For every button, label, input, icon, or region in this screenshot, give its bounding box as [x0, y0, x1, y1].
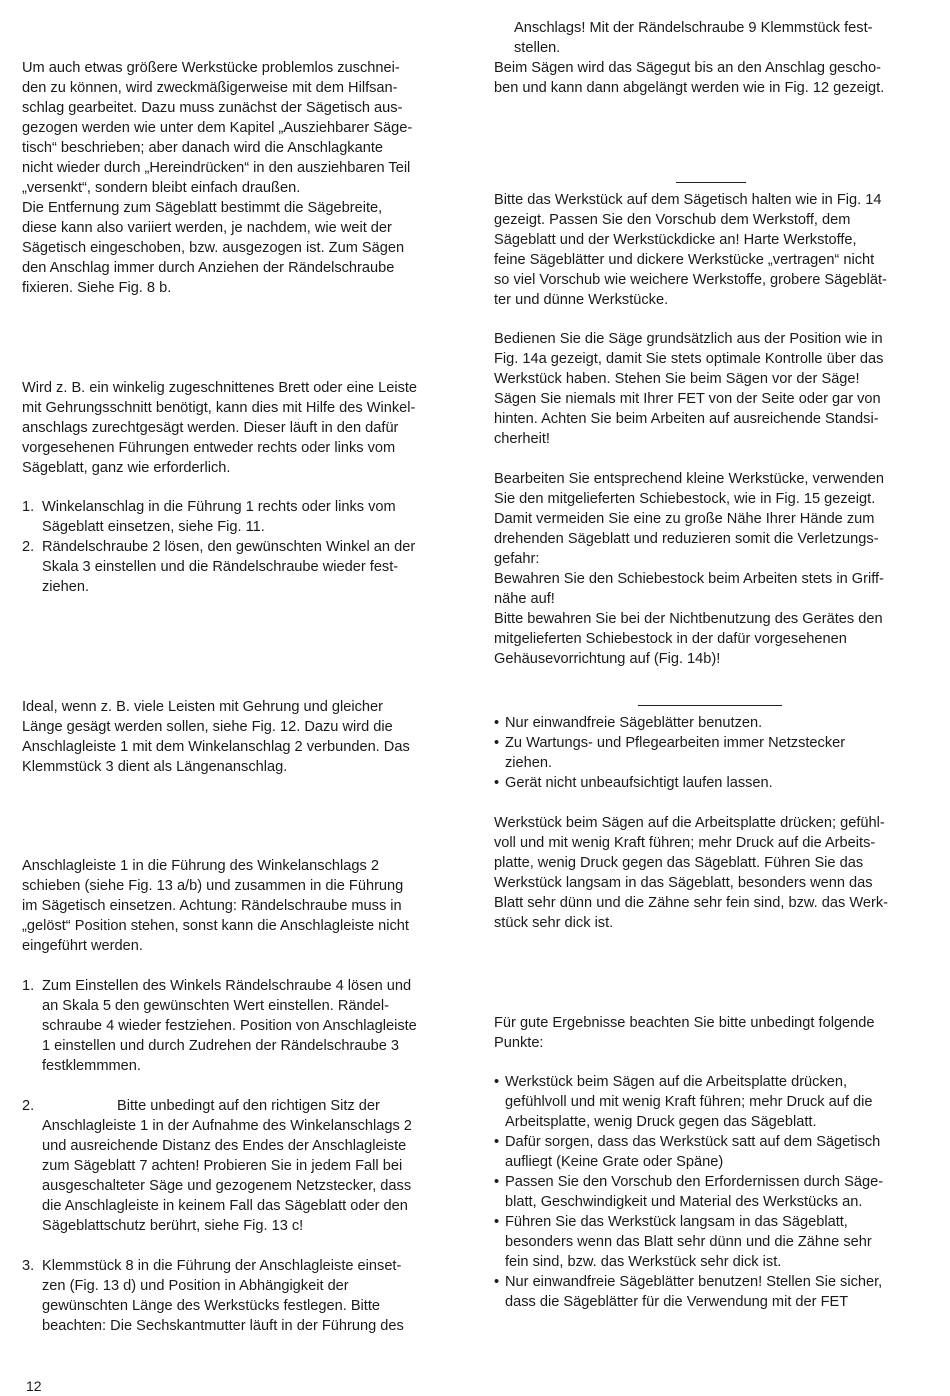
text-line: mitgelieferten Schiebestock in der dafür vorgesehenen [494, 631, 847, 647]
text-line: gefahr: [494, 551, 540, 567]
text-line: gezogen werden wie unter dem Kapitel „Ausziehbarer Säge- [22, 120, 413, 136]
text-line: Um auch etwas größere Werkstücke problemlos zuschnei- [22, 60, 400, 76]
divider-short [676, 182, 746, 183]
list-angle-fence-steps [22, 497, 462, 597]
list-number: 2. [22, 539, 35, 555]
text-line: 1 einstellen und durch Zudrehen der Rändelschraube 3 [42, 1038, 399, 1054]
text-line: ausgeschalteter Säge und gezogenem Netzstecker, dass [42, 1178, 412, 1194]
bullet-icon: • [494, 1214, 500, 1230]
text-line: gefühlvoll und mit wenig Kraft führen; mehr Druck auf die [505, 1094, 873, 1110]
text-line: ter und dünne Werkstücke. [494, 292, 669, 308]
text-line: zum Sägeblatt 7 achten! Probieren Sie in jedem Fall bei [42, 1158, 403, 1174]
paragraph-continued [494, 18, 930, 58]
list-item [22, 497, 462, 537]
list-number: 1. [22, 978, 35, 994]
text-line: gezeigt. Passen Sie den Vorschub dem Werkstoff, dem [494, 212, 851, 228]
text-line: schlag gearbeitet. Dazu muss zunächst der Sägetisch aus- [22, 100, 403, 116]
text-line: Winkelanschlag in die Führung 1 rechts oder links vom [42, 499, 396, 515]
text-line: mit Gehrungsschnitt benötigt, kann dies mit Hilfe des Winkel- [22, 400, 416, 416]
text-line: Werkstück beim Sägen auf die Arbeitsplatte drücken, [505, 1074, 848, 1090]
text-line: besonders wenn das Blatt sehr dünn und die Zähne sehr [505, 1234, 872, 1250]
text-line: eingeführt werden. [22, 938, 143, 954]
text-line: Ideal, wenn z. B. viele Leisten mit Gehrung und gleicher [22, 699, 383, 715]
bullet-item [494, 733, 930, 773]
text-line: cherheit! [494, 431, 550, 447]
text-line: ziehen. [505, 755, 553, 771]
text-line: und ausreichende Distanz des Endes der Anschlagleiste [42, 1138, 407, 1154]
text-line: Passen Sie den Vorschub den Erfordernissen durch Säge- [505, 1174, 884, 1190]
bullet-item [494, 1072, 930, 1132]
text-line: beachten: Die Sechskantmutter läuft in der Führung des [42, 1318, 404, 1334]
list-item [22, 1096, 462, 1236]
list-number: 2. [22, 1098, 35, 1114]
text-line: festklemmmen. [42, 1058, 141, 1074]
text-line: aufliegt (Keine Grate oder Späne) [505, 1154, 724, 1170]
list-item [22, 1256, 462, 1336]
list-item [22, 976, 462, 1076]
text-line: Sägeblatt, ganz wie erforderlich. [22, 460, 231, 476]
text-line: Nur einwandfreie Sägeblätter benutzen! Stellen Sie sicher, [505, 1274, 883, 1290]
text-line: Skala 3 einstellen und die Rändelschraube wieder fest- [42, 559, 399, 575]
text-line: Werkstück beim Sägen auf die Arbeitsplatte drücken; gefühl- [494, 815, 885, 831]
bullet-icon: • [494, 1174, 500, 1190]
text-line: vorgesehenen Führungen entweder rechts oder links vom [22, 440, 396, 456]
bullet-icon: • [494, 1074, 500, 1090]
text-line: Bearbeiten Sie entsprechend kleine Werkstücke, verwenden [494, 471, 884, 487]
text-line: stück sehr dick ist. [494, 915, 614, 931]
text-line: den Anschlag immer durch Anziehen der Rändelschraube [22, 260, 395, 276]
list-fence-bar-steps [22, 976, 462, 1336]
text-line: „gelöst“ Position stehen, sonst kann die Anschlagleiste nicht [22, 918, 409, 934]
text-line: gewünschten Länge des Werkstücks festlegen. Bitte [42, 1298, 381, 1314]
paragraph-cutting-to-length [494, 58, 930, 98]
text-line: Bitte das Werkstück auf dem Sägetisch halten wie in Fig. 14 [494, 192, 882, 208]
text-line: Gerät nicht unbeaufsichtigt laufen lassen. [505, 775, 773, 791]
text-line: Blatt sehr dünn und die Zähne sehr fein sind, bzw. das Werk- [494, 895, 888, 911]
text-line: Zum Einstellen des Winkels Rändelschraube 4 lösen und [42, 978, 412, 994]
text-line: Sie den mitgelieferten Schiebestock, wie in Fig. 15 gezeigt. [494, 491, 876, 507]
divider-long [638, 705, 782, 706]
text-line: nicht wieder durch „Hereindrücken“ in den ausziehbaren Teil [22, 160, 411, 176]
text-line: hinten. Achten Sie beim Arbeiten auf ausreichende Standsi- [494, 411, 879, 427]
text-line: Gehäusevorrichtung auf (Fig. 14b)! [494, 651, 721, 667]
bullet-item [494, 1272, 930, 1312]
text-line: Bewahren Sie den Schiebestock beim Arbeiten stets in Griff- [494, 571, 884, 587]
text-line: Damit vermeiden Sie eine zu große Nähe Ihrer Hände zum [494, 511, 875, 527]
text-line: Arbeitsplatte, wenig Druck gegen das Sägeblatt. [505, 1114, 817, 1130]
text-line: stellen. [514, 40, 561, 56]
text-line: die Anschlagleiste in keinem Fall das Sägeblatt oder den [42, 1198, 408, 1214]
bullet-item [494, 713, 930, 733]
list-good-results [494, 1072, 930, 1312]
text-line: den zu können, wird zweckmäßigerweise mit dem Hilfsan- [22, 80, 398, 96]
text-line: Die Entfernung zum Sägeblatt bestimmt die Sägebreite, [22, 200, 383, 216]
paragraph-good-results [494, 1013, 930, 1053]
text-line: Anschlagleiste 1 mit dem Winkelanschlag 2 verbunden. Das [22, 739, 410, 755]
bullet-icon: • [494, 715, 500, 731]
bullet-item [494, 1172, 930, 1212]
text-line: platte, wenig Druck gegen das Sägeblatt. Führen Sie das [494, 855, 864, 871]
text-line: Für gute Ergebnisse beachten Sie bitte unbedingt folgende [494, 1015, 875, 1031]
text-line: nähe auf! [494, 591, 555, 607]
text-line: diese kann also variiert werden, je nachdem, wie weit der [22, 220, 392, 236]
paragraph-hold-workpiece [494, 190, 930, 310]
text-line: fein sind, bzw. das Werkstück sehr dick ist. [505, 1254, 782, 1270]
text-line: Führen Sie das Werkstück langsam in das Sägeblatt, [505, 1214, 848, 1230]
list-item [22, 537, 462, 597]
paragraph-auxiliary-fence [22, 58, 462, 298]
bullet-icon: • [494, 735, 500, 751]
text-line: Sägeblattschutz berührt, siehe Fig. 13 c! [42, 1218, 304, 1234]
bullet-icon: • [494, 1134, 500, 1150]
text-line: Sägetisch eingeschoben, bzw. ausgezogen ist. Zum Sägen [22, 240, 405, 256]
text-line: schieben (siehe Fig. 13 a/b) und zusammen in die Führung [22, 878, 404, 894]
bullet-item [494, 773, 930, 793]
text-line: Zu Wartungs- und Pflegearbeiten immer Netzstecker [505, 735, 846, 751]
text-line: zen (Fig. 13 d) und Position in Abhängigkeit der [42, 1278, 349, 1294]
text-line: Sägen Sie niemals mit Ihrer FET von der Seite oder gar von [494, 391, 881, 407]
page-number: 12 [26, 1378, 42, 1394]
text-line: im Sägetisch einsetzen. Achtung: Rändelschraube muss in [22, 898, 402, 914]
text-line: Werkstück haben. Stehen Sie beim Sägen vor der Säge! [494, 371, 860, 387]
text-line: schraube 4 wieder festziehen. Position von Anschlagleiste [42, 1018, 417, 1034]
paragraph-push-stick [494, 469, 930, 669]
text-line: Klemmstück 8 in die Führung der Anschlagleiste einset- [42, 1258, 402, 1274]
text-line: Nur einwandfreie Sägeblätter benutzen. [505, 715, 763, 731]
text-line: an Skala 5 den gewünschten Wert einstellen. Rändel- [42, 998, 389, 1014]
text-line: anschlags zurechtgesägt werden. Dieser läuft in den dafür [22, 420, 399, 436]
text-line: Bitte unbedingt auf den richtigen Sitz der [117, 1098, 380, 1114]
text-line: „versenkt“, sondern bleibt einfach draußen. [22, 180, 301, 196]
text-line: drehenden Sägeblatt und reduzieren somit die Verletzungs- [494, 531, 879, 547]
text-line: ziehen. [42, 579, 90, 595]
text-line: voll und mit wenig Kraft führen; mehr Druck auf die Arbeits- [494, 835, 876, 851]
text-line: so viel Vorschub wie weichere Werkstoffe, grobere Sägeblät- [494, 272, 887, 288]
text-line: Dafür sorgen, dass das Werkstück satt auf dem Sägetisch [505, 1134, 881, 1150]
paragraph-mitre-strips [22, 697, 462, 777]
paragraph-fence-bar [22, 856, 462, 956]
text-line: blatt, Geschwindigkeit und Material des Werkstücks an. [505, 1194, 863, 1210]
text-line: ben und kann dann abgelängt werden wie in Fig. 12 gezeigt. [494, 80, 885, 96]
list-safety-bullets [494, 713, 930, 793]
list-number: 3. [22, 1258, 35, 1274]
paragraph-angle-fence [22, 378, 462, 478]
text-line: feine Sägeblätter und dickere Werkstücke „vertragen“ nicht [494, 252, 875, 268]
text-line: Rändelschraube 2 lösen, den gewünschten Winkel an der [42, 539, 416, 555]
bullet-icon: • [494, 775, 500, 791]
bullet-item [494, 1132, 930, 1172]
text-line: Länge gesägt werden sollen, siehe Fig. 12. Dazu wird die [22, 719, 393, 735]
text-line: tisch“ beschrieben; aber danach wird die Anschlagkante [22, 140, 384, 156]
text-line: dass die Sägeblätter für die Verwendung mit der FET [505, 1294, 849, 1310]
text-line: Anschlags! Mit der Rändelschraube 9 Klemmstück fest- [514, 20, 873, 36]
bullet-item [494, 1212, 930, 1272]
text-line: Fig. 14a gezeigt, damit Sie stets optimale Kontrolle über das [494, 351, 884, 367]
text-line: Bedienen Sie die Säge grundsätzlich aus der Position wie in [494, 331, 883, 347]
text-line: Beim Sägen wird das Sägegut bis an den Anschlag gescho- [494, 60, 881, 76]
paragraph-operating-position [494, 329, 930, 449]
text-line: Sägeblatt und der Werkstückdicke an! Harte Werkstoffe, [494, 232, 857, 248]
text-line: Sägeblatt einsetzen, siehe Fig. 11. [42, 519, 265, 535]
bullet-icon: • [494, 1274, 500, 1290]
text-line: Anschlagleiste 1 in die Führung des Winkelanschlags 2 [22, 858, 379, 874]
text-line: Punkte: [494, 1035, 544, 1051]
text-line: Klemmstück 3 dient als Längenanschlag. [22, 759, 288, 775]
text-line: Wird z. B. ein winkelig zugeschnittenes Brett oder eine Leiste [22, 380, 418, 396]
text-line: Werkstück langsam in das Sägeblatt, besonders wenn das [494, 875, 873, 891]
text-line: Bitte bewahren Sie bei der Nichtbenutzung des Gerätes den [494, 611, 883, 627]
list-number: 1. [22, 499, 35, 515]
text-line: Anschlagleiste 1 in der Aufnahme des Winkelanschlags 2 [42, 1118, 412, 1134]
paragraph-feed-technique [494, 813, 930, 933]
text-line: fixieren. Siehe Fig. 8 b. [22, 280, 172, 296]
